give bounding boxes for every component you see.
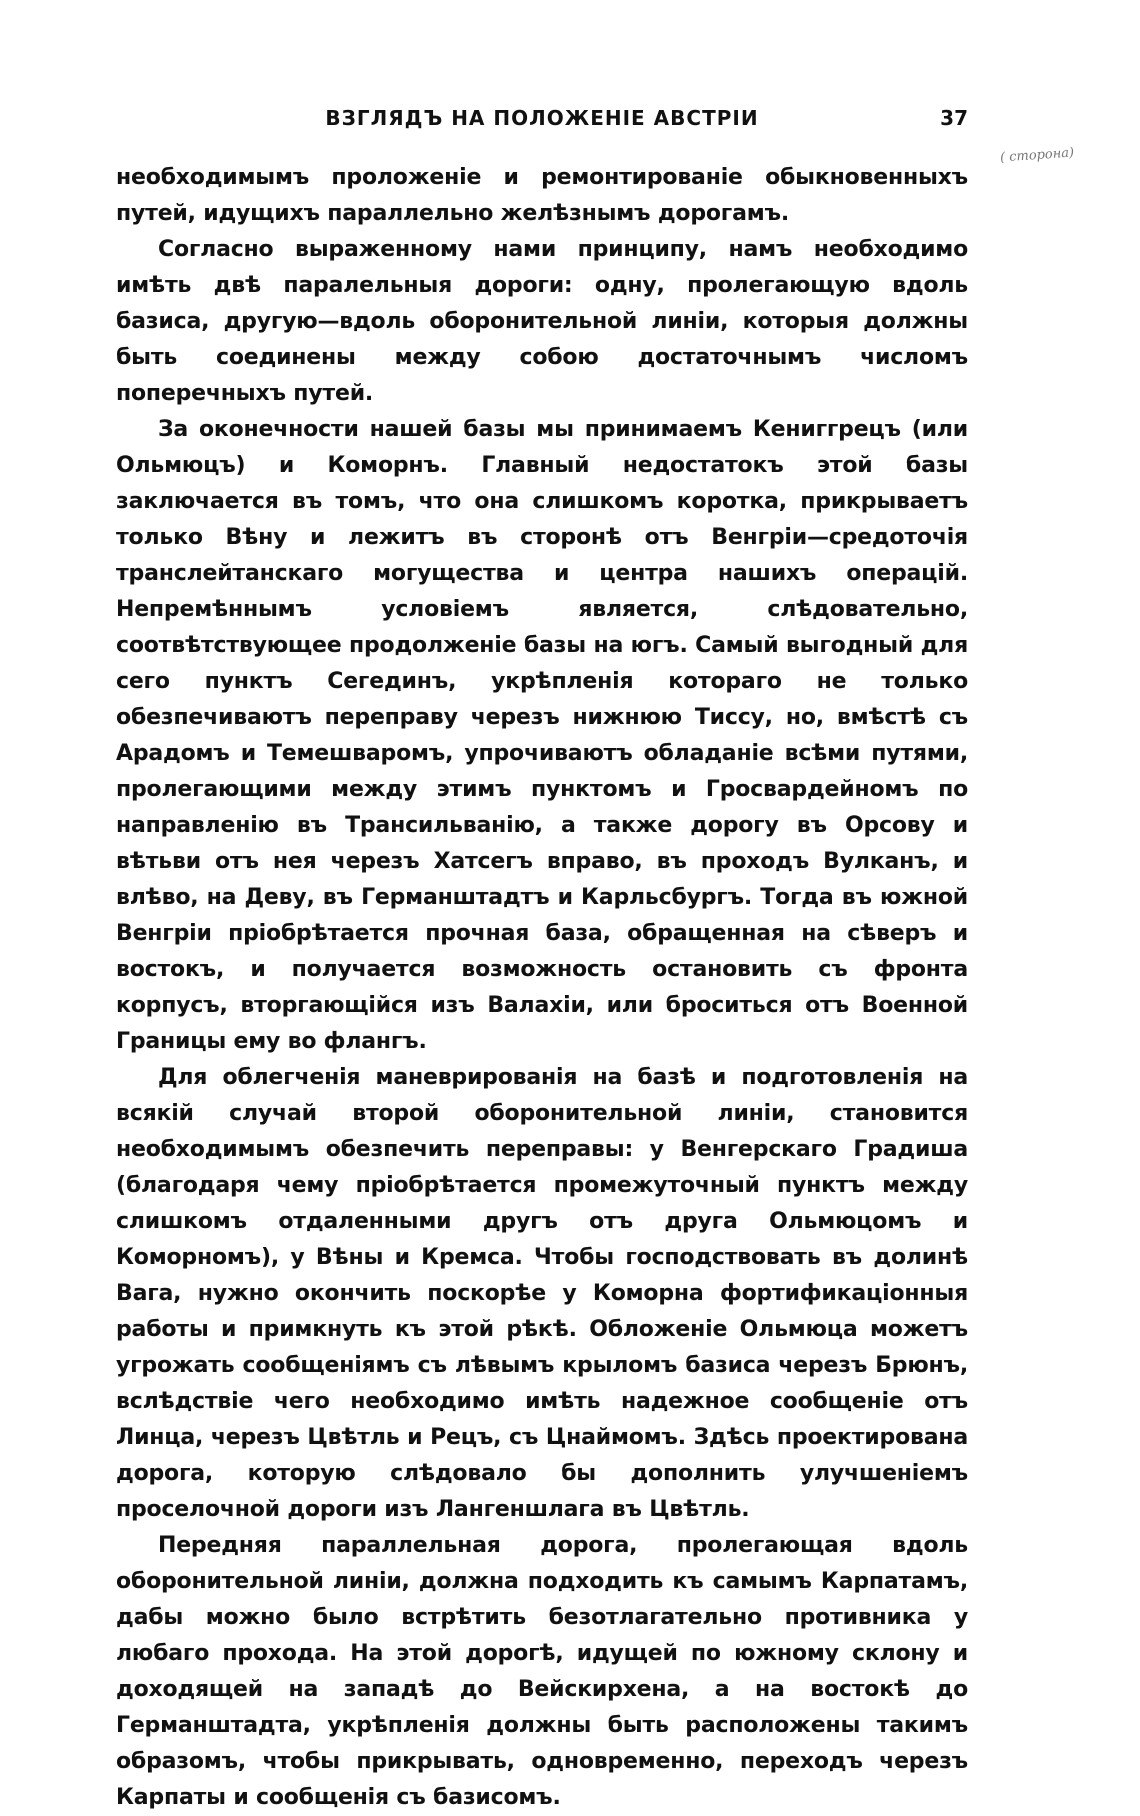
- body-text: [116, 160, 968, 1816]
- paragraph-1: необходимымъ проложеніе и ремонтированіе обыкновенныхъ путей, идущихъ параллельно желѣзнымъ дорогамъ.: [116, 165, 968, 226]
- handwritten-margin-note: ( сторона): [999, 145, 1075, 166]
- paragraph-3: За оконечности нашей базы мы принимаемъ Кениггрецъ (или Ольмюцъ) и Коморнъ. Главный недостатокъ этой базы заключается въ томъ, что она слишкомъ коротка, прикрываетъ только Вѣну и лежитъ въ сторонѣ отъ Венгріи—средоточія транслейтанскаго могущества и центра нашихъ операцій. Непремѣннымъ условіемъ является, слѣдовательно, соотвѣтствующее продолженіе базы на югъ. Самый выгодный для сего пунктъ Сегединъ, укрѣпленія котораго не только обезпечиваютъ переправу черезъ нижнюю Тиссу, но, вмѣстѣ съ Арадомъ и Темешваромъ, упрочиваютъ обладаніе всѣми путями, пролегающими между этимъ пунктомъ и Гросвардейномъ по направленію въ Трансильванію, а также дорогу въ Орсову и вѣтьви отъ нея черезъ Хатсегъ вправо, въ проходъ Вулканъ, и влѣво, на Деву, въ Германштадтъ и Карльсбургъ. Тогда въ южной Венгріи пріобрѣтается прочная база, обращенная на сѣверъ и востокъ, и получается возможность остановить съ фронта корпусъ, вторгающійся изъ Валахіи, или броситься отъ Военной Границы ему во флангъ.: [116, 417, 968, 1054]
- paragraph-5: Передняя параллельная дорога, пролегающая вдоль оборонительной линіи, должна подходить къ самымъ Карпатамъ, дабы можно было встрѣтить безотлагательно противника у любаго прохода. На этой дорогѣ, идущей по южному склону и доходящей на западѣ до Вейскирхена, а на востокѣ до Германштадта, укрѣпленія должны быть расположены такимъ образомъ, чтобы прикрывать, одновременно, переходъ черезъ Карпаты и сообщенія съ базисомъ.: [116, 1533, 968, 1810]
- page-header: [116, 106, 968, 136]
- paragraph-4: Для облегченія маневрированія на базѣ и подготовленія на всякій случай второй оборонительной линіи, становится необходимымъ обезпечить переправы: у Венгерскаго Градиша (благодаря чему пріобрѣтается промежуточный пунктъ между слишкомъ отдаленными другъ отъ друга Ольмюцомъ и Коморномъ), у Вѣны и Кремса. Чтобы господствовать въ долинѣ Вага, нужно окончить поскорѣе у Коморна фортификаціонныя работы и примкнуть къ этой рѣкѣ. Обложеніе Ольмюца можетъ угрожать сообщеніямъ съ лѣвымъ крыломъ базиса черезъ Брюнъ, вслѣдствіе чего необходимо имѣть надежное сообщеніе отъ Линца, черезъ Цвѣтль и Рецъ, съ Цнаймомъ. Здѣсь проектирована дорога, которую слѣдовало бы дополнить улучшеніемъ проселочной дороги изъ Лангеншлага въ Цвѣтль.: [116, 1065, 968, 1522]
- paragraph-2: Согласно выраженному нами принципу, намъ необходимо имѣть двѣ паралельныя дороги: одну, пролегающую вдоль базиса, другую—вдоль оборонительной линіи, которыя должны быть соединены между собою достаточнымъ числомъ поперечныхъ путей.: [116, 237, 968, 406]
- page-number: 37: [940, 106, 968, 130]
- running-head: ВЗГЛЯДЪ НА ПОЛОЖЕНІЕ АВСТРІИ: [325, 106, 759, 130]
